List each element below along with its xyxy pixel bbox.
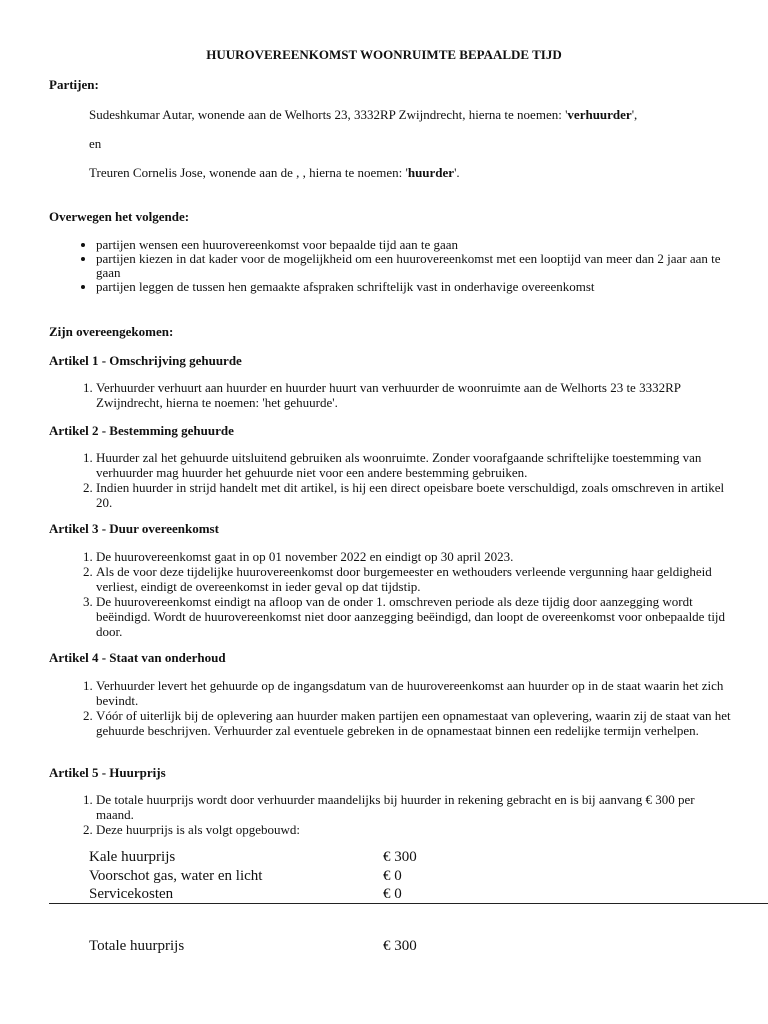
tenant-text-end: '. bbox=[454, 165, 460, 180]
article-4-title: Artikel 4 - Staat van onderhoud bbox=[49, 650, 226, 665]
article-4-list bbox=[49, 678, 736, 738]
list-item: 3. De huurovereenkomst eindigt na afloop van de onder 1. omschreven periode als deze tijdig door aanzegging wordt beëindigd. Wordt de huurovereenkomst niet door aanzegging beëindigd, dan loopt de overeenkomst voor onbepaalde tijd door. bbox=[96, 594, 736, 639]
total-label: Totale huurprijs bbox=[89, 938, 185, 954]
price-value: € 0 bbox=[383, 868, 402, 884]
parties-heading: Partijen: bbox=[49, 77, 99, 92]
and-line: en bbox=[89, 136, 102, 151]
list-item: 2. Deze huurprijs is als volgt opgebouwd: bbox=[96, 822, 696, 837]
list-item: 2. Indien huurder in strijd handelt met dit artikel, is hij een direct opeisbare boete verschuldigd, zoals omschreven in artikel 20. bbox=[96, 480, 736, 510]
article-1-title: Artikel 1 - Omschrijving gehuurde bbox=[49, 353, 242, 368]
considerations-heading: Overwegen het volgende: bbox=[49, 209, 190, 224]
price-label: Kale huurprijs bbox=[89, 849, 176, 865]
article-2-title: Artikel 2 - Bestemming gehuurde bbox=[49, 423, 234, 438]
list-item: • partijen kiezen in dat kader voor de mogelijkheid om een huurovereenkomst met een looptijd van meer dan 2 jaar aan te gaan bbox=[96, 252, 736, 280]
total-value: € 300 bbox=[383, 938, 417, 954]
list-item: 1. De totale huurprijs wordt door verhuurder maandelijks bij huurder in rekening gebracht en is bij aanvang € 300 per maand. bbox=[96, 792, 696, 822]
document-title: HUUROVEREENKOMST WOONRUIMTE BEPAALDE TIJD bbox=[206, 47, 562, 62]
tenant-text: Treuren Cornelis Jose, wonende aan de , , hierna te noemen: ' bbox=[89, 165, 408, 180]
price-value: € 0 bbox=[383, 886, 402, 902]
agreed-heading: Zijn overeengekomen: bbox=[49, 324, 174, 339]
list-item: 1. Huurder zal het gehuurde uitsluitend gebruiken als woonruimte. Zonder voorafgaande schriftelijke toestemming van verhuurder mag huurder het gehuurde niet voor een andere bestemming gebruiken. bbox=[96, 450, 736, 480]
landlord-role: verhuurder bbox=[567, 107, 632, 122]
article-5-list bbox=[49, 792, 696, 837]
list-item: 2. Als de voor deze tijdelijke huurovereenkomst door burgemeester en wethouders verleende vergunning haar geldigheid verliest, eindigt de overeenkomst in ieder geval op dat tijdstip. bbox=[96, 564, 736, 594]
considerations-list bbox=[49, 238, 736, 294]
tenant-line bbox=[89, 165, 460, 181]
list-item: • partijen leggen de tussen hen gemaakte afspraken schriftelijk vast in onderhavige overeenkomst bbox=[96, 280, 736, 294]
article-3-title: Artikel 3 - Duur overeenkomst bbox=[49, 521, 219, 536]
list-item: 1. De huurovereenkomst gaat in op 01 november 2022 en eindigt op 30 april 2023. bbox=[96, 549, 736, 564]
article-5-title: Artikel 5 - Huurprijs bbox=[49, 765, 166, 780]
price-label: Servicekosten bbox=[89, 886, 174, 902]
landlord-line bbox=[89, 107, 637, 123]
list-item: 2. Vóór of uiterlijk bij de oplevering aan huurder maken partijen een opnamestaat van oplevering, waarin zij de staat van het gehuurde beschrijven. Verhuurder zal eventuele gebreken in de opnamestaat binnen een redelijke termijn verhelpen. bbox=[96, 708, 736, 738]
price-label: Voorschot gas, water en licht bbox=[89, 868, 263, 884]
landlord-text-end: ', bbox=[631, 107, 638, 122]
price-value: € 300 bbox=[383, 849, 417, 865]
landlord-text: Sudeshkumar Autar, wonende aan de Welhorts 23, 3332RP Zwijndrecht, hierna te noemen: ' bbox=[89, 107, 568, 122]
list-item: • partijen wensen een huurovereenkomst voor bepaalde tijd aan te gaan bbox=[96, 238, 736, 252]
tenant-role: huurder bbox=[407, 165, 455, 180]
article-2-list bbox=[49, 450, 736, 510]
article-1-list bbox=[49, 380, 696, 410]
sum-divider bbox=[49, 903, 768, 904]
list-item: 1. Verhuurder verhuurt aan huurder en huurder huurt van verhuurder de woonruimte aan de Welhorts 23 te 3332RP Zwijndrecht, hierna te noemen: 'het gehuurde'. bbox=[96, 380, 696, 410]
list-item: 1. Verhuurder levert het gehuurde op de ingangsdatum van de huurovereenkomst aan huurder op in de staat waarin het zich bevindt. bbox=[96, 678, 736, 708]
article-3-list bbox=[49, 549, 736, 639]
